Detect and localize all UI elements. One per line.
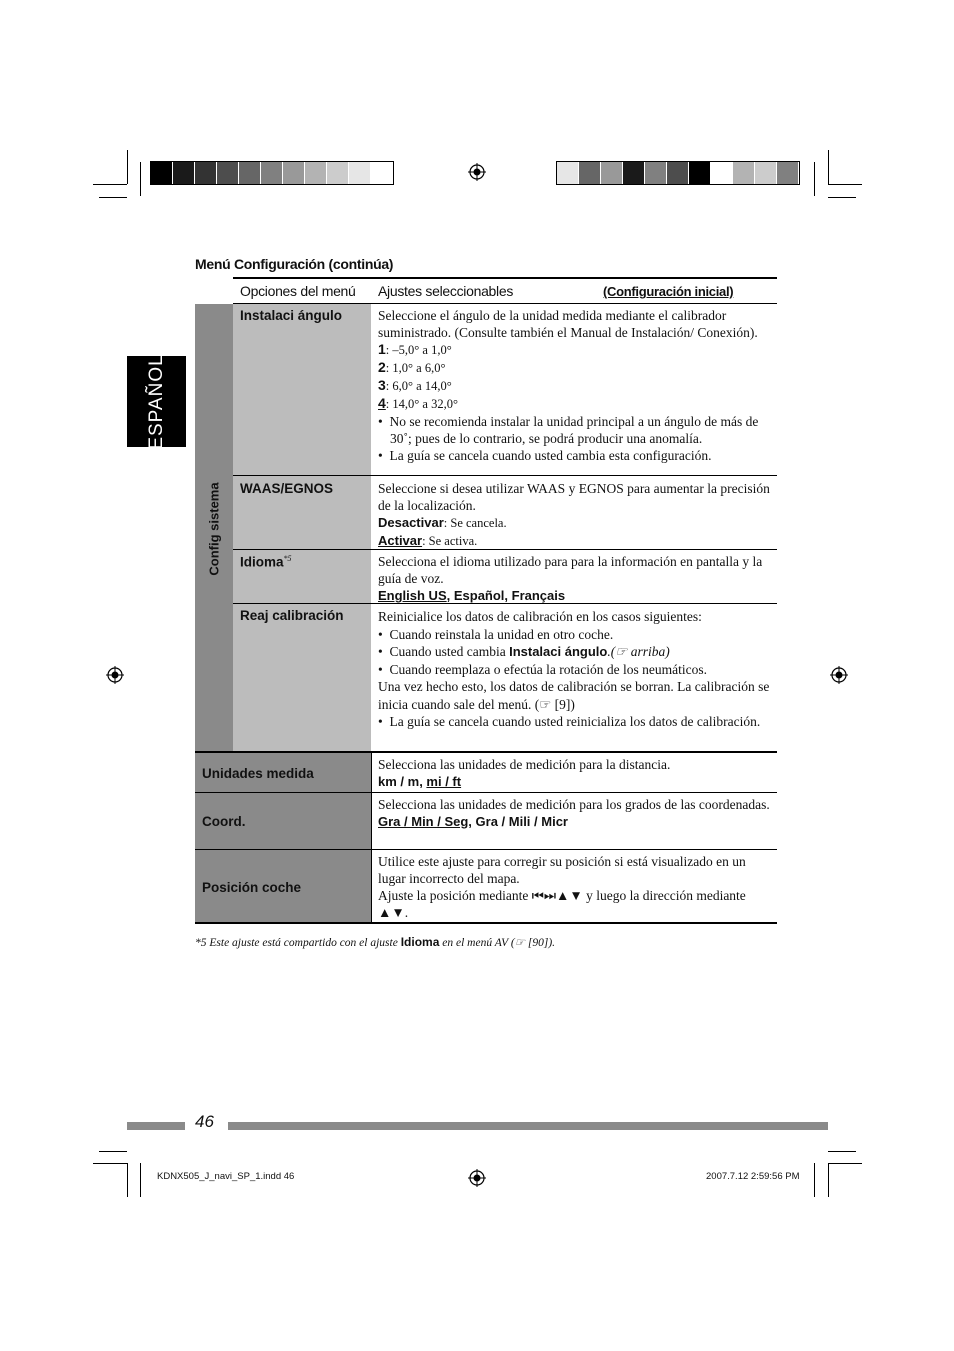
crop-mark bbox=[140, 1163, 141, 1197]
color-swatch bbox=[261, 162, 283, 184]
crop-mark bbox=[828, 1163, 829, 1197]
col-header-menu: Opciones del menú bbox=[240, 283, 356, 299]
registration-mark-icon bbox=[468, 1169, 486, 1187]
color-swatch bbox=[645, 162, 667, 184]
color-bar-right bbox=[556, 161, 800, 185]
color-bar-left bbox=[150, 161, 394, 185]
page-number: 46 bbox=[195, 1112, 214, 1131]
color-swatch bbox=[689, 162, 711, 184]
color-swatch bbox=[733, 162, 755, 184]
color-swatch bbox=[755, 162, 777, 184]
section-title: Menú Configuración (continúa) bbox=[195, 256, 394, 272]
option-idioma: Idioma$^{*5}$ bbox=[240, 554, 292, 570]
crop-mark bbox=[140, 162, 141, 196]
language-tab-label: ESPAÑOL bbox=[145, 353, 167, 450]
option-reaj-calibracion: Reaj calibración bbox=[240, 608, 344, 623]
row-divider bbox=[195, 922, 777, 924]
column-divider bbox=[371, 753, 372, 923]
option-posicion-coche: Posición coche bbox=[202, 880, 302, 895]
color-swatch bbox=[195, 162, 217, 184]
option-coord: Coord. bbox=[202, 814, 246, 829]
option-unidades-medida: Unidades medida bbox=[202, 766, 314, 781]
color-swatch bbox=[601, 162, 623, 184]
color-swatch bbox=[349, 162, 371, 184]
color-swatch bbox=[151, 162, 173, 184]
crop-mark bbox=[828, 1151, 856, 1152]
crop-mark bbox=[93, 1163, 127, 1164]
crop-mark bbox=[814, 162, 815, 196]
desc-instalaci-angulo: Seleccione el ángulo de la unidad medida mediante el calibrador suministrado. (Consulte también el Manual de Instalación/ Conexión). 1: –5,0° a 1,0° 2: 1,0° a 6,0° 3: 6,0° a 14,0° 4: 14,0° a 32,0° • No se recomienda instalar la unidad principal a un ángulo de más de 30˚; pues de lo contrario, se podrá producir una anomalía. • La guía se cancela cuando usted cambia esta configuración. bbox=[378, 308, 759, 463]
row-divider bbox=[233, 475, 777, 476]
registration-mark-icon bbox=[106, 666, 124, 684]
desc-idioma: Selecciona el idioma utilizado para para la información en pantalla y la guía de voz. English US, Español, Français bbox=[378, 554, 763, 603]
page-bar-right bbox=[228, 1122, 828, 1130]
color-swatch bbox=[579, 162, 601, 184]
color-swatch bbox=[777, 162, 799, 184]
option-column bbox=[233, 304, 371, 752]
color-swatch bbox=[239, 162, 261, 184]
group-label: Config sistema bbox=[206, 482, 222, 576]
color-swatch bbox=[623, 162, 645, 184]
crop-mark bbox=[127, 1163, 128, 1197]
desc-coord: Selecciona las unidades de medición para los grados de las coordenadas. Gra / Min / Seg, Gra / Mili / Micr bbox=[378, 797, 770, 829]
footnote: *5 Este ajuste está compartido con el ajuste Idioma en el menú AV (☞ [90]). bbox=[195, 935, 556, 949]
option-instalaci-angulo: Instalaci ángulo bbox=[240, 308, 343, 323]
crop-mark bbox=[814, 1163, 815, 1197]
col-header-initial: (Configuración inicial) bbox=[603, 284, 734, 299]
desc-unidades-medida: Selecciona las unidades de medición para la distancia. km / m, mi / ft bbox=[378, 757, 671, 789]
color-swatch bbox=[371, 162, 393, 184]
desc-reaj-calibracion: Reinicialice los datos de calibración en los casos siguientes: • Cuando reinstala la unidad en otro coche. • Cuando usted cambia Instalaci ángulo.(☞ arriba) • Cuando reemplaza o efectúa la rotación de los neumáticos. Una vez hecho esto, los datos de calibración se borran. La calibración se inicia cuando sale del menú. (☞ [9]) • La guía se cancela cuando usted reinicializa los datos de calibración. bbox=[378, 609, 770, 729]
crop-mark bbox=[828, 150, 829, 184]
option-waas-egnos: WAAS/EGNOS bbox=[240, 481, 334, 496]
registration-mark-icon bbox=[468, 163, 486, 181]
registration-mark-icon bbox=[830, 666, 848, 684]
color-swatch bbox=[217, 162, 239, 184]
color-swatch bbox=[327, 162, 349, 184]
col-header-settings: Ajustes seleccionables bbox=[378, 283, 514, 299]
crop-mark bbox=[99, 1151, 127, 1152]
color-swatch bbox=[711, 162, 733, 184]
crop-mark bbox=[828, 1163, 862, 1164]
file-slug: KDNX505_J_navi_SP_1.indd 46 bbox=[157, 1171, 295, 1182]
desc-posicion-coche: Utilice este ajuste para corregir su posición si está visualizado en un lugar incorrecto del mapa. Ajuste la posición mediante ⏮⏭▲▼ y luego la dirección mediante ▲▼. bbox=[378, 854, 746, 920]
color-swatch bbox=[557, 162, 579, 184]
color-swatch bbox=[283, 162, 305, 184]
crop-mark bbox=[93, 184, 127, 185]
color-swatch bbox=[173, 162, 195, 184]
date-slug: 2007.7.12 2:59:56 PM bbox=[706, 1171, 800, 1182]
desc-waas-egnos: Seleccione si desea utilizar WAAS y EGNOS para aumentar la precisión de la localización. Desactivar: Se cancela. Activar: Se activa. bbox=[378, 481, 770, 548]
crop-mark bbox=[99, 197, 127, 198]
language-tab bbox=[127, 353, 186, 450]
color-swatch bbox=[305, 162, 327, 184]
crop-mark bbox=[127, 150, 128, 184]
crop-mark bbox=[828, 197, 856, 198]
crop-mark bbox=[828, 184, 862, 185]
page-bar-left bbox=[127, 1122, 185, 1130]
color-swatch bbox=[667, 162, 689, 184]
